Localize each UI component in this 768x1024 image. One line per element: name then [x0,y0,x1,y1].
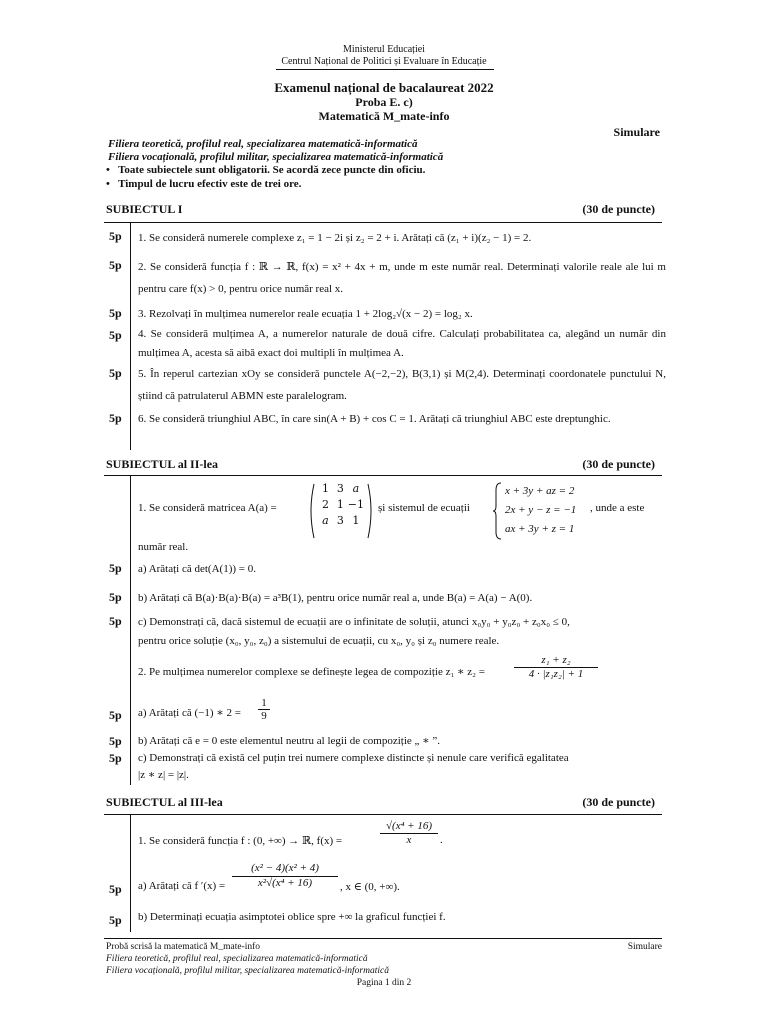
s2-1c: c) Demonstrați că, dacă sistemul de ecuații are o infinitate de soluții, atunci x₀y₀ + y₀z₀ + z₀x₀ ≤ 0, [138,616,570,628]
center-line: Centrul Național de Politici și Evaluare în Educație [281,56,487,67]
s2-1b-points: 5p [109,590,122,604]
s1-q6-points: 5p [109,411,122,425]
s1-q2-points: 5p [109,258,122,272]
s1-q3: 3. Rezolvați în mulțimea numerelor reale ecuația 1 + 2log₂√(x − 2) = log₂ x. [138,308,473,320]
subiect-2-title: SUBIECTUL al II-lea [106,457,219,471]
s2-2a: a) Arătați că (−1) ∗ 2 = [138,707,241,719]
s2-1a: a) Arătați că det(A(1)) = 0. [138,563,256,575]
footer-left-2: Filiera teoretică, profilul real, specializarea matematică-informatică [106,954,368,964]
exam-title: Examenul național de bacalaureat 2022 [274,80,494,95]
filiera-1: Filiera teoretică, profilul real, specializarea matematică-informatică [108,138,418,150]
s3-b-points: 5p [109,913,122,927]
proba-line: Proba E. c) [355,95,413,109]
s2-2b: b) Arătați că e = 0 este elementul neutru al legii de compoziție „ ∗ ”. [138,735,441,747]
subiect-1-rule [104,222,662,223]
s2-2c-points: 5p [109,751,122,765]
simulare-label: Simulare [613,125,660,139]
s1-q1-points: 5p [109,229,122,243]
equation-system [493,482,591,540]
s3-a-points: 5p [109,882,122,896]
s1-q6: 6. Se consideră triunghiul ABC, în care sin(A + B) + cos C = 1. Arătați că triunghiul ABC este dreptunghic. [138,413,611,425]
s3-a-tail: , x ∈ (0, +∞). [340,881,400,893]
s2-intro-a: 1. Se consideră matricea A(a) = [138,502,277,514]
bullet-1: • Toate subiectele sunt obligatorii. Se acordă zece puncte din oficiu. [106,164,426,176]
s2-2c: c) Demonstrați că există cel puțin trei numere complexe distincte și nenule care verifică egalitatea [138,752,569,764]
s1-q3-points: 5p [109,306,122,320]
subject-line: Matematică M_mate-info [318,109,450,123]
header-rule [276,69,494,70]
s1-q5-points: 5p [109,366,122,380]
matrix-a [308,482,374,540]
subiect-1-points: (30 de puncte) [582,202,655,216]
s1-q5: 5. În reperul cartezian xOy se consideră punctele A(−2,−2), B(3,1) și M(2,4). Determinați coordonatele punctului N, știind că patrulaterul ABMN este paralelogram. [138,368,666,402]
s3-a: a) Arătați că f ′(x) = [138,880,226,892]
bullet-2: • Timpul de lucru efectiv este de trei ore. [106,178,302,190]
s2-intro-b: și sistemul de ecuații [378,502,470,514]
ministry-line: Ministerul Educației [343,44,425,55]
s1-q1: 1. Se consideră numerele complexe z₁ = 1 − 2i și z₂ = 2 + i. Arătați că (z₁ + i)(z₂ − 1) = 2. [138,232,532,244]
s2-intro-c: , unde a este [590,502,645,514]
subiect-3-points: (30 de puncte) [582,795,655,809]
subiect-3-rule [104,814,662,815]
s2-2b-points: 5p [109,734,122,748]
s2-intro-2: 2. Pe mulțimea numerelor complexe se definește legea de compoziție z₁ ∗ z₂ = [138,666,485,678]
s3-a-fraction: (x² − 4)(x² + 4) x²√(x⁴ + 16) [232,862,338,889]
s2-1c-cont: pentru orice soluție (x₀, y₀, z₀) a sistemului de ecuații, cu x₀, y₀ și z₀ numere reale. [138,635,500,647]
subiect-3-title: SUBIECTUL al III-lea [106,795,223,809]
s3-b: b) Determinați ecuația asimptotei oblice spre +∞ la graficul funcției f. [138,911,446,923]
subiect-2-points: (30 de puncte) [582,457,655,471]
s2-law-fraction: z₁ + z₂ 4 · |z₁z₂| + 1 [514,654,598,680]
s2-2a-fraction: 1 9 [258,697,270,722]
s3-intro: 1. Se consideră funcția f : (0, +∞) → ℝ, f(x) = [138,835,343,847]
footer-left-3: Filiera vocațională, profilul militar, specializarea matematică-informatică [106,966,389,976]
system-lines: x + 3y + az = 2 2x + y − z = −1 ax + 3y + z = 1 [505,485,577,535]
s3-f-fraction: √(x⁴ + 16) x [380,820,438,846]
matrix-cells: 1 3 a 2 1 −1 a 3 1 [321,482,364,527]
footer-page: Pagina 1 din 2 [356,978,412,988]
system-brace [493,482,503,540]
footer-right-1: Simulare [627,942,662,952]
filiera-2: Filiera vocațională, profilul militar, specializarea matematică-informatică [108,151,444,163]
s3-intro-dot: . [440,834,443,846]
subiect-2-rule [104,475,662,476]
s2-2c-cont: |z ∗ z| = |z|. [138,769,189,781]
footer-rule [104,938,662,939]
subiect-1-title: SUBIECTUL I [106,202,183,216]
s2-1a-points: 5p [109,561,122,575]
s2-1b: b) Arătați că B(a)·B(a)·B(a) = a³B(1), pentru orice număr real a, unde B(a) = A(a) − A(0). [138,592,533,604]
s1-q4: 4. Se consideră mulțimea A, a numerelor naturale de două cifre. Calculați probabilitatea ca, alegând un număr din mulțimea A, acesta să aibă exact doi multipli în mulțimea A. [138,328,666,359]
footer-left-1: Probă scrisă la matematică M_mate-info [106,942,261,952]
s2-1c-points: 5p [109,614,122,628]
s1-q2: 2. Se consideră funcția f : ℝ → ℝ, f(x) = x² + 4x + m, unde m este număr real. Determinați valorile reale ale lui m pentru care f(x) > 0, pentru orice număr real x. [138,261,666,295]
s2-intro-d: număr real. [138,541,189,553]
s1-q4-points: 5p [109,328,122,342]
s2-2a-points: 5p [109,708,122,722]
